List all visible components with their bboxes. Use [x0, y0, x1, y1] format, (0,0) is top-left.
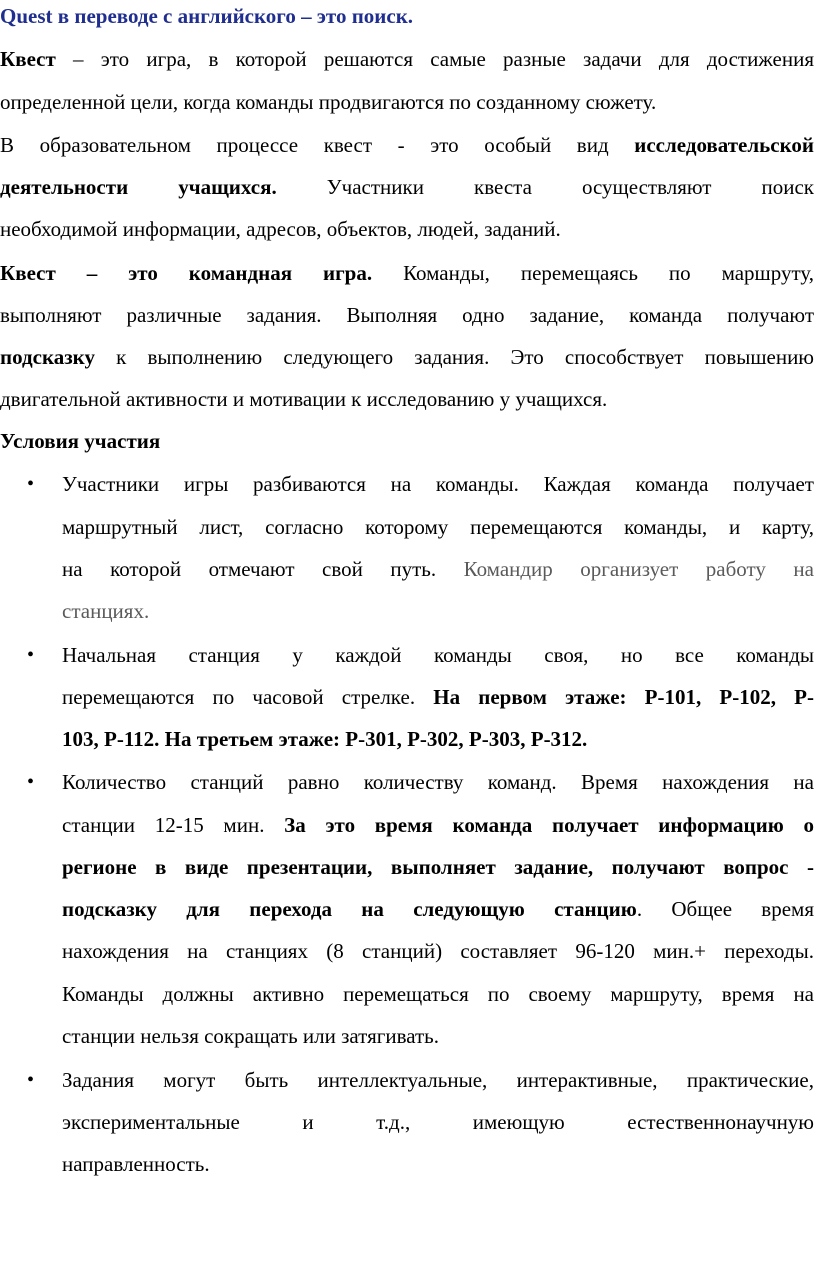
b2-text: перемещаются по часовой стрелке.: [62, 685, 434, 709]
b3-line-6: Команды должны активно перемещаться по своему маршруту, время на: [62, 982, 814, 1006]
b2-line-1: Начальная станция у каждой команды своя, но все команды: [62, 643, 814, 667]
bullet-icon: •: [27, 1069, 35, 1091]
b3-line-2: [62, 813, 814, 837]
b3-line-5: нахождения на станциях (8 станций) составляет 96-120 мин.+ переходы.: [62, 939, 814, 963]
section-heading: Условия участия: [0, 429, 161, 453]
p2-line-2: [0, 175, 814, 199]
p1-bold-term: Квест: [0, 47, 56, 71]
p1-line-1: [0, 47, 814, 71]
b3-bold-text: За это время команда получает информацию о: [284, 813, 815, 837]
b1-line-4: станциях.: [62, 599, 150, 623]
page-title: Quest в переводе с английского – это поиск.: [0, 4, 414, 28]
p3-line-4: двигательной активности и мотивации к исследованию у учащихся.: [0, 387, 608, 411]
b4-line-1: Задания могут быть интеллектуальные, интерактивные, практические,: [62, 1068, 814, 1092]
p3-bold-term: Квест – это командная игра.: [0, 261, 373, 285]
p2-line-1: [0, 133, 814, 157]
bullet-icon: •: [27, 644, 35, 666]
b1-line-1: Участники игры разбиваются на команды. Каждая команда получает: [62, 472, 814, 496]
b3-bold-text-2: подсказку для перехода на следующую станцию: [62, 897, 637, 921]
p3-bold-term-2: подсказку: [0, 345, 95, 369]
b3-line-7: станции нельзя сокращать или затягивать.: [62, 1024, 440, 1048]
b3-line-4: [62, 897, 814, 921]
b1-line-2: маршрутный лист, согласно которому перемещаются команды, и карту,: [62, 515, 814, 539]
p2-line-3: необходимой информации, адресов, объектов, людей, заданий.: [0, 217, 561, 241]
b3-text-2: . Общее время: [636, 897, 814, 921]
p2-bold-term-2: деятельности учащихся.: [0, 175, 277, 199]
p2-text: В образовательном процессе квест - это особый вид: [0, 133, 635, 157]
bullet-icon: •: [27, 771, 35, 793]
b3-line-3: регионе в виде презентации, выполняет задание, получают вопрос -: [62, 855, 814, 879]
b3-line-1: Количество станций равно количеству команд. Время нахождения на: [62, 770, 814, 794]
p2-bold-term: исследовательской: [634, 133, 814, 157]
b2-line-3: 103, Р-112. На третьем этаже: Р-301, Р-302, Р-303, Р-312.: [62, 727, 588, 751]
p1-line-2: определенной цели, когда команды продвигаются по созданному сюжету.: [0, 90, 657, 114]
p3-text-2: к выполнению следующего задания. Это способствует повышению: [94, 345, 814, 369]
p3-line-3: [0, 345, 814, 369]
b3-text: станции 12-15 мин.: [62, 813, 285, 837]
b1-grey-text: Командир организует работу на: [463, 557, 814, 581]
b1-line-3: [62, 557, 814, 581]
b4-line-3: направленность.: [62, 1152, 210, 1176]
b1-text: на которой отмечают свой путь.: [62, 557, 464, 581]
b4-line-2: экспериментальные и т.д., имеющую естественнонаучную: [62, 1110, 814, 1134]
p3-line-2: выполняют различные задания. Выполняя одно задание, команда получают: [0, 303, 814, 327]
p3-line-1: [0, 261, 814, 285]
p1-text: – это игра, в которой решаются самые разные задачи для достижения: [55, 47, 814, 71]
p3-text: Команды, перемещаясь по маршруту,: [372, 261, 814, 285]
p2-text-2: Участники квеста осуществляют поиск: [276, 175, 814, 199]
bullet-icon: •: [27, 473, 35, 495]
b2-bold-text: На первом этаже: Р-101, Р-102, Р-: [433, 685, 814, 709]
b2-line-2: [62, 685, 814, 709]
